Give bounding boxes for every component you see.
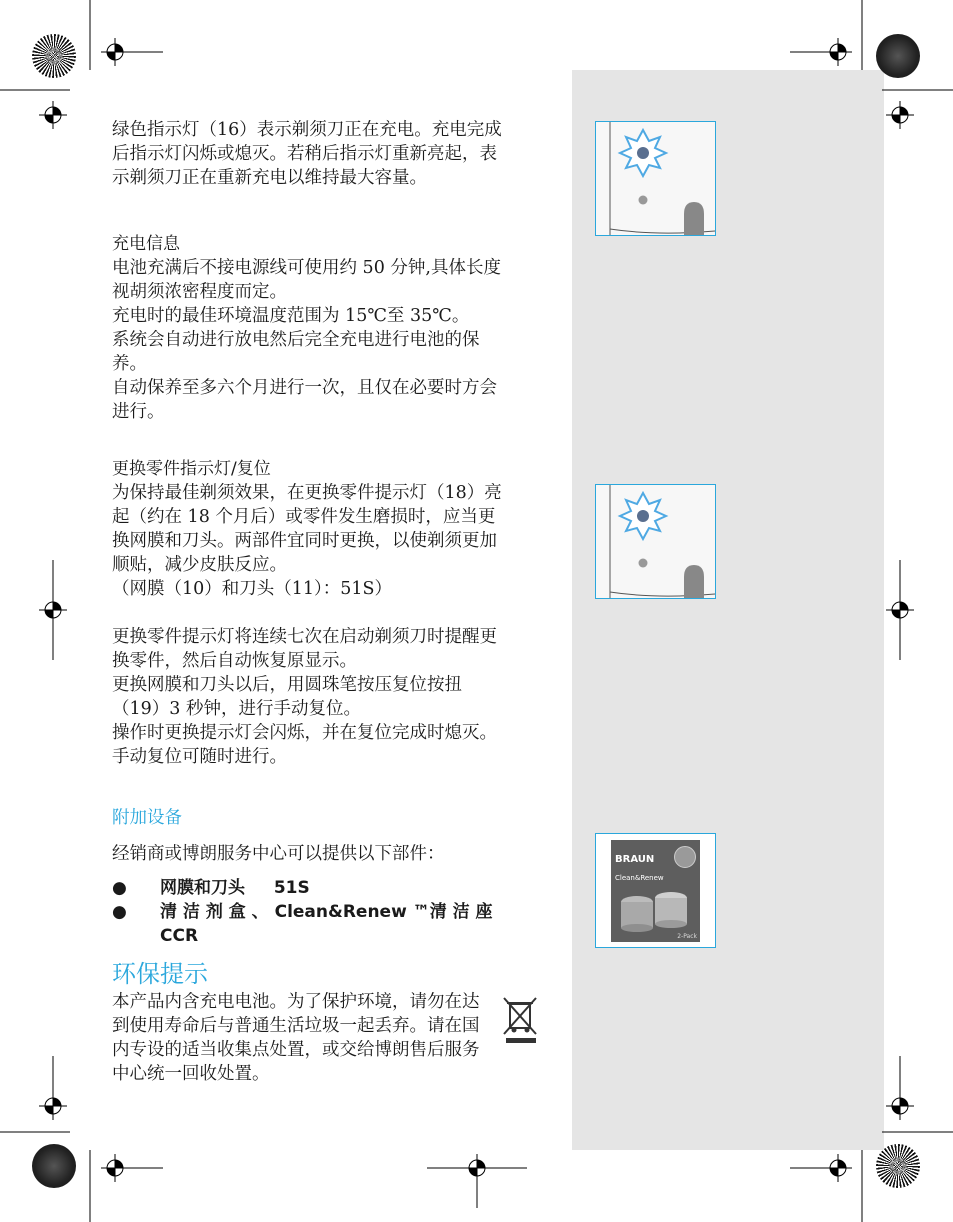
print-rosette-mark	[32, 34, 76, 78]
charging-indicator-paragraph: 绿色指示灯（16）表示剃须刀正在充电。充电完成后指示灯闪烁或熄灭。若稍后指示灯重新亮起，表示剃须刀正在重新充电以维持最大容量。	[112, 120, 502, 188]
replacement-paragraph: 为保持最佳剃须效果，在更换零件提示灯（18）亮起（约在 18 个月后）或零件发生磨损时，应当更换网膜和刀头。两部件宜同时更换，以使剃须更加顺贴，减少皮肤反应。	[112, 483, 502, 575]
charging-info-line: 电池充满后不接电源线可使用约 50 分钟,具体长度视胡须浓密程度而定。	[112, 258, 501, 302]
replacement-heading: 更换零件指示灯/复位	[112, 459, 271, 479]
indicator-light-illustration-2	[595, 484, 716, 599]
replacement-paragraph: 更换网膜和刀头以后，用圆珠笔按压复位按扭（19）3 秒钟，进行手动复位。	[112, 675, 462, 719]
pack-label: 2-Pack	[677, 933, 697, 940]
replacement-parts-line: （网膜（10）和刀头（11）：51S）	[112, 579, 393, 599]
bullet-dot: ●	[112, 878, 127, 898]
accessories-intro: 经销商或博朗服务中心可以提供以下部件：	[112, 844, 445, 864]
environment-section	[112, 958, 508, 1086]
accessories-heading: 附加设备	[112, 808, 182, 828]
list-item	[112, 876, 508, 900]
environment-heading: 环保提示	[112, 960, 208, 988]
accessory-text: 清 洁 剂 盒 、 Clean&Renew ™清 洁 座 CCR	[160, 902, 493, 946]
indicator-light-illustration-1	[595, 121, 716, 236]
brand-logo: BRAUN	[615, 854, 655, 865]
replacement-paragraph: 操作时更换提示灯会闪烁，并在复位完成时熄灭。手动复位可随时进行。	[112, 723, 497, 767]
charging-info-heading: 充电信息	[112, 234, 180, 254]
charging-info-line: 系统会自动进行放电然后完全充电进行电池的保养。	[112, 330, 480, 374]
replacement-section	[112, 457, 508, 769]
bullet-dot: ●	[112, 902, 127, 922]
print-rosette-mark	[876, 34, 920, 78]
charging-info-line: 充电时的最佳环境温度范围为 15℃至 35℃。	[112, 306, 470, 326]
charging-info-section	[112, 232, 508, 424]
print-rosette-mark	[876, 1144, 920, 1188]
accessories-section	[112, 806, 508, 948]
product-name: Clean&Renew	[615, 874, 664, 882]
weee-crossed-bin-icon	[502, 994, 540, 1046]
replacement-paragraph: 更换零件提示灯将连续七次在启动剃须刀时提醒更换零件，然后自动恢复原显示。	[112, 627, 497, 671]
accessory-text: 网膜和刀头 51S	[160, 878, 310, 898]
list-item	[112, 900, 508, 948]
clean-renew-product-box	[595, 833, 716, 948]
charging-info-line: 自动保养至多六个月进行一次，且仅在必要时方会进行。	[112, 378, 497, 422]
print-rosette-mark	[32, 1144, 76, 1188]
environment-paragraph: 本产品内含充电电池。为了保护环境，请勿在达到使用寿命后与普通生活垃圾一起丢弃。请在国内专设的适当收集点处置，或交给博朗售后服务中心统一回收处置。	[112, 992, 480, 1084]
